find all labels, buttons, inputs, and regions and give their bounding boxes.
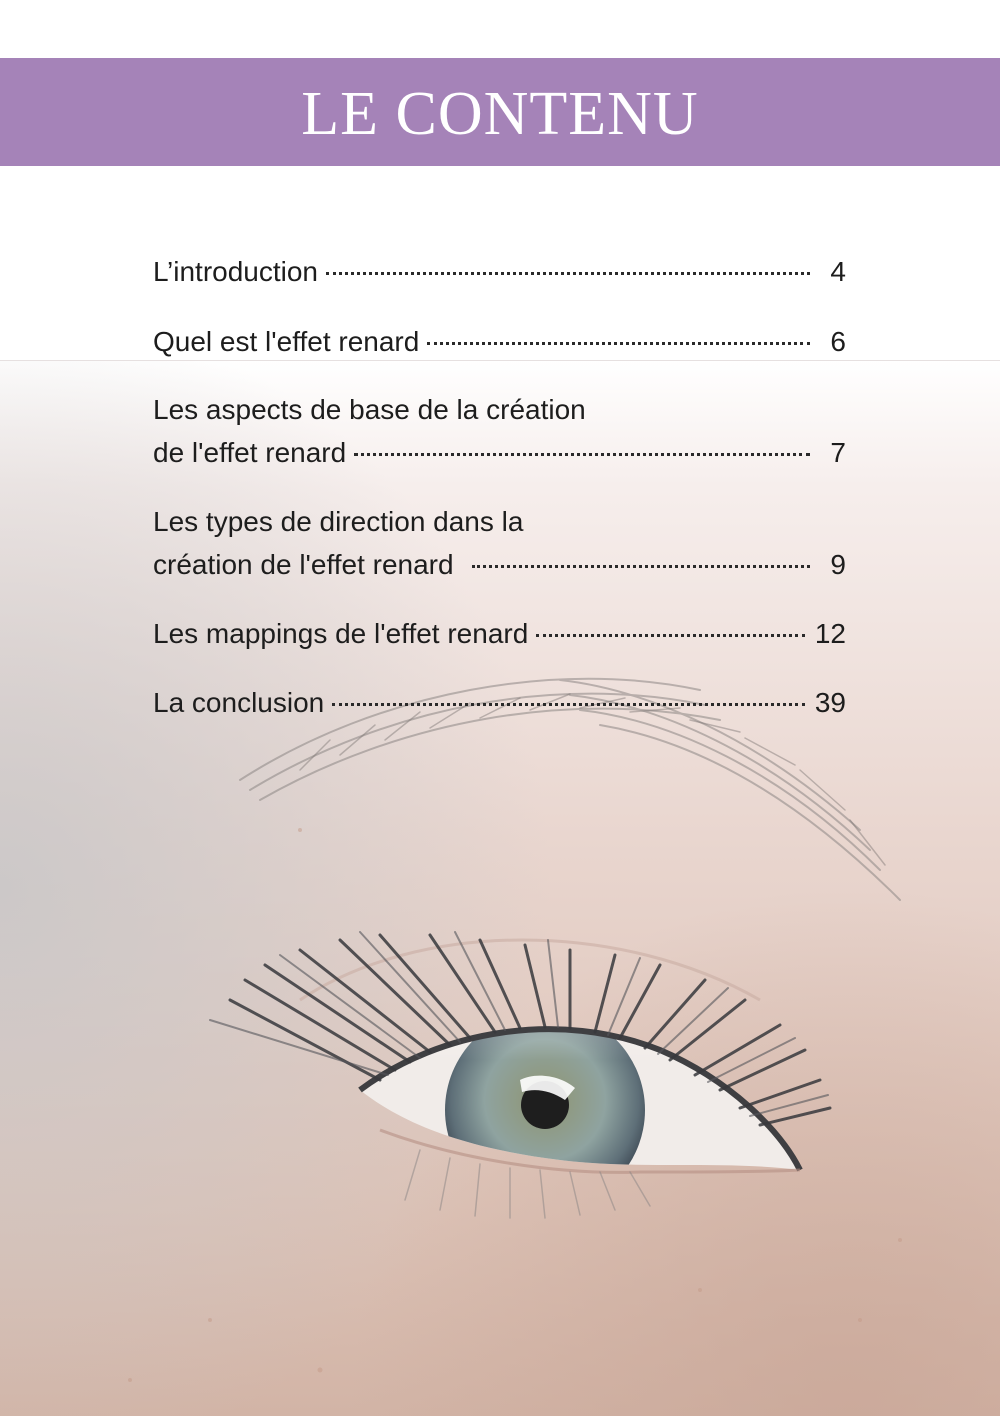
toc-page-number: 12 [814,618,846,649]
toc-page-number: 39 [814,687,846,718]
toc-entry-title-line-2: de l'effet renard [153,437,347,468]
toc-page-number: 4 [830,256,846,287]
toc-page-number: 7 [830,437,846,468]
toc-entry-title: La conclusion [153,687,325,718]
toc-entry-mappings[interactable] [153,612,846,655]
toc-leader-dots [427,342,810,345]
toc-entry-effet-renard[interactable] [153,320,846,363]
toc-entry-title-line-1: Les aspects de base de la création [153,394,586,425]
title-banner [0,58,1000,166]
toc-entry-title: L’introduction [153,256,319,287]
toc-leader-dots [472,565,810,568]
toc-entry-types-de-direction[interactable] [153,500,846,586]
toc-page-number: 9 [830,549,846,580]
toc-entry-introduction[interactable] [153,250,846,293]
toc-entry-title: Les mappings de l'effet renard [153,618,529,649]
toc-leader-dots [326,272,810,275]
toc-leader-dots [332,703,805,706]
toc-entry-title-line-2: création de l'effet renard [153,549,454,580]
toc-entry-title: Quel est l'effet renard [153,326,420,357]
toc-entry-aspects-de-base[interactable] [153,388,846,474]
toc-leader-dots [354,453,810,456]
page-title: LE CONTENU [301,80,699,148]
toc-leader-dots [536,634,805,637]
toc-entry-title-line-1: Les types de direction dans la [153,506,524,537]
toc-page-number: 6 [830,326,846,357]
toc-entry-conclusion[interactable] [153,681,846,724]
